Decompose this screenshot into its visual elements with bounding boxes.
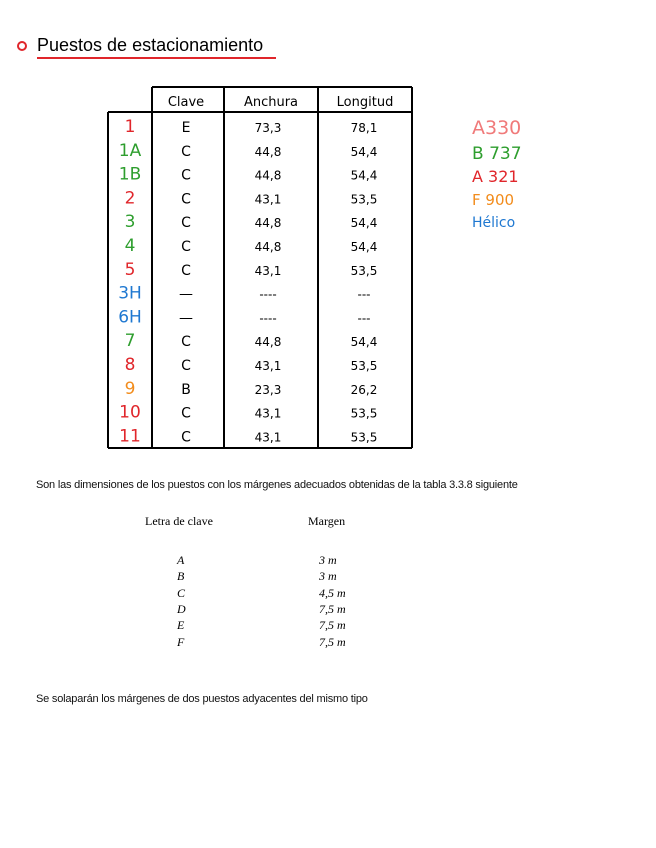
stand-width: 43,1	[254, 192, 282, 207]
aircraft-legend-item: B 737	[472, 144, 522, 164]
stand-number: 8	[124, 355, 136, 375]
margin-value: 7,5 m	[319, 634, 346, 649]
header-margin: Margen	[308, 514, 346, 528]
stand-number: 9	[124, 378, 136, 399]
aircraft-legend-item: A330	[472, 117, 522, 139]
stand-code: C	[181, 143, 191, 160]
stand-length: 53,5	[350, 192, 378, 207]
stand-width: 23,3	[254, 382, 282, 397]
stand-length: 54,4	[350, 168, 378, 183]
stand-code: C	[181, 405, 191, 422]
dimensions-paragraph: Son las dimensiones de los puestos con los márgenes adecuados obtenidas de la tabla 3.3.8 siguiente	[36, 479, 518, 491]
stand-number: 1	[124, 117, 136, 137]
stand-code: —	[179, 286, 193, 303]
stand-width: ----	[259, 287, 277, 302]
stand-code: C	[181, 239, 191, 255]
margin-letter: E	[177, 618, 185, 633]
stand-length: 54,4	[350, 216, 378, 231]
stand-width: 43,1	[254, 430, 282, 445]
stand-code: C	[181, 334, 191, 351]
margin-letter: A	[177, 553, 185, 567]
stand-code: C	[181, 191, 191, 208]
stand-number: 1A	[118, 140, 142, 161]
margin-value: 3 m	[319, 553, 337, 567]
overlap-paragraph: Se solaparán los márgenes de dos puestos adyacentes del mismo tipo	[36, 693, 368, 705]
margin-value: 7,5 m	[319, 601, 346, 616]
stand-number: 3	[124, 212, 136, 233]
stand-width: 44,8	[254, 216, 282, 231]
stand-code: C	[181, 167, 191, 184]
stand-width: 43,1	[254, 406, 282, 421]
stand-number: 1B	[118, 164, 142, 185]
stand-width: ----	[259, 311, 277, 326]
table-header: Clave	[167, 95, 205, 110]
stand-code: B	[181, 381, 191, 398]
stand-code: C	[181, 358, 191, 374]
margin-value: 3 m	[319, 569, 337, 584]
stand-number: 3H	[118, 283, 142, 304]
stand-length: ---	[357, 311, 371, 326]
stand-number: 5	[124, 259, 136, 280]
stand-length: 54,4	[350, 240, 378, 254]
stand-width: 44,8	[254, 240, 282, 254]
margin-value: 7,5 m	[319, 618, 346, 633]
stand-code: E	[181, 120, 191, 136]
stand-width: 73,3	[254, 121, 282, 135]
margin-value: 4,5 m	[319, 585, 346, 600]
margin-letter: F	[177, 634, 185, 649]
stand-code: C	[181, 429, 191, 446]
stand-width: 43,1	[254, 263, 282, 278]
stand-code: —	[179, 310, 193, 327]
header-letter: Letra de clave	[145, 514, 213, 528]
stand-length: 53,5	[350, 406, 378, 421]
margin-letter: D	[177, 601, 186, 616]
table-header: Longitud	[336, 95, 394, 110]
stand-width: 43,1	[254, 359, 282, 373]
stand-length: 54,4	[350, 335, 378, 350]
stand-length: 54,4	[350, 144, 378, 159]
aircraft-legend-item: A 321	[472, 167, 519, 186]
stand-number: 2	[124, 188, 136, 209]
stand-code: C	[181, 215, 191, 232]
aircraft-legend-item: Hélico	[472, 215, 516, 231]
stand-length: 26,2	[350, 382, 378, 397]
stand-length: 53,5	[350, 263, 378, 278]
stand-width: 44,8	[254, 335, 282, 350]
page-title: Puestos de estacionamiento	[37, 35, 264, 55]
stand-number: 10	[119, 402, 141, 423]
stand-code: C	[181, 262, 191, 279]
stand-length: ---	[357, 287, 371, 302]
stand-number: 11	[119, 426, 141, 447]
stand-width: 44,8	[254, 144, 282, 159]
stand-number: 4	[124, 236, 136, 256]
aircraft-legend-item: F 900	[472, 191, 515, 209]
stand-number: 7	[124, 331, 136, 352]
stand-length: 53,5	[350, 430, 378, 445]
margin-letter: C	[177, 585, 186, 600]
margin-letter: B	[177, 569, 185, 584]
stand-number: 6H	[118, 307, 142, 328]
stand-width: 44,8	[254, 168, 282, 183]
table-header: Anchura	[243, 95, 299, 110]
stand-length: 78,1	[350, 121, 378, 135]
stand-length: 53,5	[350, 359, 378, 373]
